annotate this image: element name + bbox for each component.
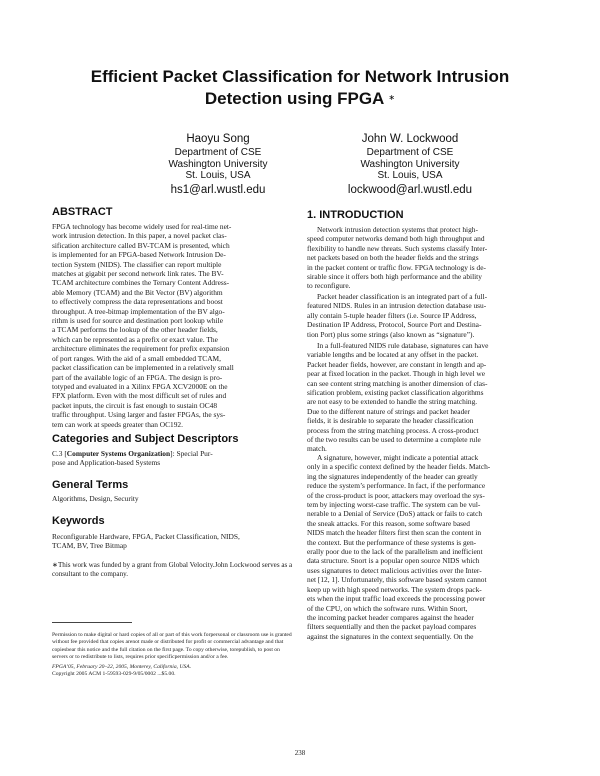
title-line-2-text: Detection using FPGA (204, 89, 384, 108)
author-block-1 (118, 132, 318, 198)
text-line: net packets based on both the header fields and the strings (307, 253, 479, 263)
permission-text (52, 632, 293, 662)
text-line: republish, to post on servers or to redistribute to lists, requires prior specific (52, 646, 280, 661)
text-line: the context. But the performance of these systems is gen- (307, 537, 477, 547)
text-line: totyped and evaluated in a Xilinx FPGA XCV2000E on the (52, 381, 228, 391)
text-line: against the signatures in the context sequentially. On the (307, 631, 474, 641)
author-city: St. Louis, USA (377, 170, 443, 181)
text-line: Reconfigurable Hardware, FPGA, Packet Classification, NIDS, (52, 532, 240, 541)
text-line: permission and/or a fee. (174, 654, 229, 661)
text-line: NIDS match the header filters first then scan the content in (307, 528, 482, 538)
copyright-line: Copyright 2005 ACM 1-59593-029-9/05/0002 ...$5.00. (52, 671, 176, 678)
intro-paragraph-3 (307, 341, 548, 454)
intro-paragraph-4 (307, 453, 548, 641)
text-line: of the two results can be used to determine a complete rule (307, 435, 481, 445)
general-terms-body (52, 494, 293, 503)
author-department: Department of CSE (366, 147, 454, 158)
abstract-body (52, 222, 293, 429)
text-line: sification problem, existing packet classification algorithms (307, 388, 484, 398)
keywords-heading: Keywords (52, 515, 105, 527)
text-line: of the CPU, on which the software runs. Within Snort, (307, 603, 468, 613)
text-line: tection System (NIDS). The classifier can report multiple (52, 259, 222, 269)
text-line: personal or classroom use is granted without fee provided that copies are (52, 632, 292, 646)
text-line: is implemented for an FPGA-based Network Intrusion De- (52, 250, 226, 260)
text-line: work intrusion detection. In this paper, a novel packet clas- (52, 231, 227, 241)
text-line: of the cross-product is poor, attackers may overload the sys- (307, 490, 485, 500)
text-line: uses signatures to detect malicious activities over the Inter- (307, 565, 482, 575)
venue-text: FPGA’05, February 20–22, 2005, Monterey, California, USA. (52, 663, 192, 670)
text-line: ally contain 5-tuple header filters (i.e. Source IP Address, (307, 310, 477, 320)
general-terms-heading: General Terms (52, 479, 129, 491)
text-line: are not easy to be extended to handle the string matching. (307, 397, 478, 407)
text-line: rithm is used for source and destination port lookup while (52, 316, 223, 326)
text-line: part of the available logic of an FPGA. The design is pro- (52, 372, 223, 382)
introduction-heading: 1. INTRODUCTION (307, 209, 404, 221)
text-line: tem can work at speeds greater than OC192. (52, 419, 183, 429)
categories-body (52, 449, 293, 468)
text-line: data structure. Snort is a popular open source NIDS which (307, 556, 480, 566)
text-line: to reconfigure. (307, 281, 351, 291)
intro-paragraph-2 (307, 292, 548, 339)
text-line: process from the string matching process. A cross-product (307, 425, 479, 435)
text-line: a TCAM performs the lookup of the other header fields, (52, 325, 218, 335)
text-line: ing the signatures independently of the header can greatly (307, 471, 478, 481)
text-line: FPX platform. Even with the most difficult set of rules and (52, 391, 227, 401)
author-name: John W. Lockwood (361, 133, 459, 145)
text-line: Due to the different nature of strings and packet header (307, 406, 471, 416)
paper-title (40, 66, 560, 110)
author-block-2 (310, 132, 510, 198)
text-line: architecture eliminates the requirement for prefix expansion (52, 344, 230, 354)
text-line: match. (307, 444, 327, 454)
text-line: traffic throughput. Using larger and faster FPGAs, the sys- (52, 410, 226, 420)
text-line: the incoming packet header compares against the header (307, 612, 474, 622)
text-line: in the packet content or traffic flow. FPGA technology is de- (307, 262, 486, 272)
text-line: keep up with high speed networks. The system drops pack- (307, 584, 482, 594)
text-line: tem by injecting worst-case traffic. The system can be vul- (307, 500, 481, 510)
permission-rule (52, 622, 132, 623)
text-line: In a full-featured NIDS rule database, signatures can have (317, 341, 489, 350)
text-line: FPGA technology has become widely used for real-time net- (52, 222, 232, 231)
keywords-body (52, 532, 293, 551)
text-line: packet inputs, the circuit is fast enough to sustain OC48 (52, 400, 218, 410)
author-email: lockwood@arl.wustl.edu (347, 183, 473, 196)
text-line: Packet header classification is an integrated part of a full- (317, 292, 488, 301)
text-line: sirable since it offers both high performance and the ability (307, 272, 482, 282)
intro-paragraph-1 (307, 225, 548, 291)
page-number: 238 (294, 749, 306, 757)
funding-footnote (52, 561, 293, 579)
text-line: A signature, however, might indicate a potential attack (317, 453, 479, 462)
text-line: throughput. A tree-bitmap implementation of the BV algo- (52, 306, 225, 316)
text-line: to effectively compress the data representations and boost (52, 297, 223, 307)
text-line: able Memory (TCAM) and the Bit Vector (BV) algorithm (52, 287, 223, 297)
title-line-2 (40, 88, 560, 110)
text-line: featured NIDS. Rules in an intrusion detection database usu- (307, 301, 487, 311)
categories-heading: Categories and Subject Descriptors (52, 433, 239, 445)
text-line: speed computer networks demand both high throughput and (307, 234, 485, 244)
text-line: Permission to make digital or hard copies of all or part of this work for (52, 632, 211, 638)
author-department: Department of CSE (174, 147, 262, 158)
text-line: TCAM, BV, Tree Bitmap (52, 541, 127, 551)
text-line: the sneak attacks. For this reason, some software based (307, 518, 470, 528)
author-city: St. Louis, USA (185, 170, 251, 181)
text-line: Packet header fields, however, are constant in length and ap- (307, 359, 487, 369)
text-line: nerable to a Denial of Service (DoS) attack or fails to catch (307, 509, 483, 519)
text-line: reduce the system’s performance. In fact, if the performance (307, 481, 486, 491)
text-line: filters sequentially and then the packet payload compares (307, 622, 477, 632)
text-line: only in a specific context defined by the header fields. Match- (307, 462, 491, 472)
categories-line-1: C.3 [Computer Systems Organization]: Special Pur- (52, 449, 213, 458)
text-line: matches at gigabit per second network link rates. The BV- (52, 269, 224, 279)
author-university: Washington University (168, 158, 268, 170)
text-line: erally poor due to the lack of the parallelism and inefficient (307, 547, 483, 557)
text-line: net [12, 1]. Unfortunately, this software based system cannot (307, 575, 487, 585)
text-line: variable lengths and be located at any offset in the packet. (307, 350, 479, 360)
text-line: can see content string matching is another dimension of clas- (307, 378, 488, 388)
general-terms-line: Algorithms, Design, Security (52, 494, 139, 503)
author-email: hs1@arl.wustl.edu (170, 183, 266, 196)
abstract-heading: ABSTRACT (52, 206, 113, 218)
text-line: ets when the input traffic load exceeds the processing power (307, 594, 486, 604)
title-line-1: Efficient Packet Classification for Network Intrusion (90, 67, 510, 86)
text-line: pear at fixed location in the packet. Though in high level we (307, 369, 486, 379)
text-line: which can be represented as a prefix or exact value. The (52, 334, 218, 344)
text-line: TCAM architecture combines the Ternary Content Address- (52, 278, 230, 288)
text-line: not made or distributed for profit or commercial advantage and that copies (52, 639, 284, 653)
categories-line-2: pose and Application-based Systems (52, 458, 161, 468)
text-line: Destination IP Address, Protocol, Source Port and Destina- (307, 320, 482, 330)
text-line: of port ranges. With the aid of a small embedded TCAM, (52, 353, 221, 363)
text-line: John Lockwood serves as a consultant to the company. (52, 561, 293, 578)
text-line: sification architecture called BV-TCAM is presented, which (52, 240, 230, 250)
author-name: Haoyu Song (186, 133, 250, 145)
text-line: packet classification can be implemented in a relatively small (52, 363, 234, 373)
text-line: ∗This work was funded by a grant from Global Velocity. (52, 561, 215, 569)
venue-line (52, 664, 293, 671)
author-university: Washington University (360, 158, 460, 170)
text-line: fields, it is desirable to separate the header classification (307, 416, 474, 426)
text-line: Network intrusion detection systems that protect high- (317, 225, 478, 234)
text-line: bear this notice and the full citation on the first page. To copy otherwise, to (66, 646, 235, 653)
text-line: flexibility to handle new threats. Such systems classify Inter- (307, 243, 488, 253)
title-footnote-marker: ∗ (388, 93, 396, 102)
text-line: tion Port) plus some strings (also known as “signature”). (307, 329, 475, 339)
permission-notice (52, 632, 293, 678)
